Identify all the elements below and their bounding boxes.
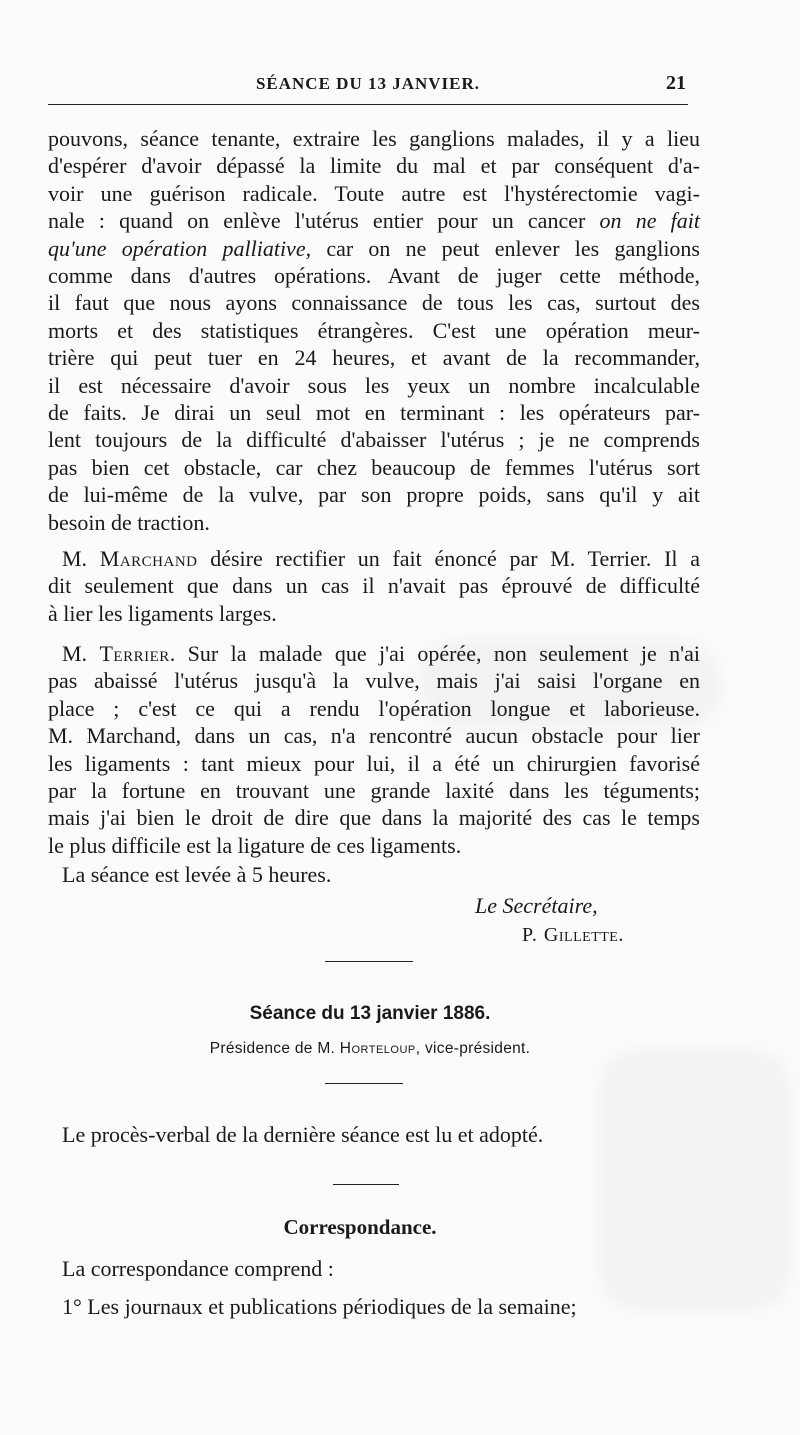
text-line: pas abaissé l'utérus jusqu'à la vulve, mais j'ai saisi l'organe en: [48, 668, 700, 694]
speaker-name: Marchand: [99, 546, 198, 571]
text-line: comme dans d'autres opérations. Avant de juger cette méthode,: [48, 263, 700, 289]
correspondance-intro: La correspondance comprend :: [62, 1256, 334, 1281]
text-line: besoin de traction.: [48, 509, 210, 535]
section-rule: [325, 961, 413, 962]
text-span: . Sur la malade que j'ai opérée, non seulement je n'ai: [169, 641, 700, 666]
text-line: de faits. Je dirai un seul mot en terminant : les opérateurs par-: [48, 400, 700, 426]
text-line: dit seulement que dans un cas il n'avait pas éprouvé de difficulté: [48, 573, 700, 599]
text-line: [48, 235, 700, 262]
text-line: [48, 207, 700, 234]
text-line: d'espérer d'avoir dépassé la limite du mal et par conséquent d'a-: [48, 153, 700, 179]
header-rule: [48, 104, 688, 105]
text-line: trière qui peut tuer en 24 heures, et avant de la recommander,: [48, 345, 700, 371]
session-title: Séance du 13 janvier 1886.: [249, 1003, 491, 1024]
section-rule: [333, 1184, 399, 1185]
italic-span: on ne fait: [599, 208, 701, 234]
signature-name: [522, 924, 624, 947]
text-line: de lui-même de la vulve, par son propre poids, sans qu'il y ait: [48, 482, 700, 508]
text-line: M. Marchand, dans un cas, n'a rencontré aucun obstacle pour lier: [48, 723, 700, 749]
minutes-line: Le procès-verbal de la dernière séance est lu et adopté.: [62, 1122, 544, 1147]
section-rule: [325, 1083, 403, 1084]
text-line: voir une guérison radicale. Toute autre est l'hystérectomie vagi-: [48, 180, 700, 206]
text-line: [48, 545, 700, 572]
paragraph-3: [48, 640, 700, 859]
text-line: il faut que nous ayons connaissance de tous les cas, surtout des: [48, 290, 700, 316]
presidency-prefix: Présidence de M.: [209, 1040, 340, 1057]
italic-span: qu'une opération palliative,: [48, 235, 312, 261]
paragraph-1: [48, 125, 700, 536]
text-line: les ligaments : tant mieux pour lui, il a été un chirurgien favorisé: [48, 750, 700, 776]
text-line: [48, 640, 700, 667]
speaker-prefix: M.: [62, 641, 100, 666]
signature-surname: Gillette.: [543, 924, 624, 946]
paragraph-2: [48, 545, 700, 627]
text-span: car on ne peut enlever les ganglions: [311, 235, 700, 261]
text-line: à lier les ligaments larges.: [48, 600, 277, 626]
text-line: par la fortune en trouvant une grande laxité dans les téguments;: [48, 778, 700, 804]
closing-line: La séance est levée à 5 heures.: [62, 862, 332, 887]
presidency-line: [0, 1040, 720, 1058]
signature-prefix: P.: [522, 924, 544, 946]
correspondance-item: 1° Les journaux et publications périodiques de la semaine;: [62, 1294, 577, 1319]
text-line: il est nécessaire d'avoir sous les yeux un nombre incalculable: [48, 372, 700, 398]
text-line: lent toujours de la difficulté d'abaisser l'utérus ; je ne comprends: [48, 427, 700, 453]
text-line: pouvons, séance tenante, extraire les ganglions malades, il y a lieu: [48, 126, 700, 151]
president-name: Horteloup: [339, 1040, 416, 1057]
speaker-name: Terrier: [99, 641, 170, 666]
bleed-through-stain: [600, 1050, 790, 1310]
presidency-suffix: , vice-président.: [415, 1040, 531, 1057]
text-span: nale : quand on enlève l'utérus entier pour un cancer: [48, 208, 586, 234]
page-number: 21: [666, 72, 686, 94]
correspondance-heading: Correspondance.: [283, 1215, 437, 1239]
text-line: place ; c'est ce qui a rendu l'opération longue et laborieuse.: [48, 695, 700, 721]
text-span: désire rectifier un fait énoncé par M. Terrier. Il a: [197, 546, 701, 571]
running-title: SÉANCE DU 13 JANVIER.: [255, 74, 481, 93]
text-line: morts et des statistiques étrangères. C'est une opération meur-: [48, 317, 700, 343]
speaker-prefix: M.: [62, 546, 100, 571]
text-line: pas bien cet obstacle, car chez beaucoup de femmes l'utérus sort: [48, 454, 700, 480]
text-line: mais j'ai bien le droit de dire que dans la majorité des cas le temps: [48, 805, 700, 831]
text-line: le plus difficile est la ligature de ces ligaments.: [48, 832, 462, 858]
signature-role: Le Secrétaire,: [475, 893, 598, 918]
running-head: [48, 74, 688, 100]
